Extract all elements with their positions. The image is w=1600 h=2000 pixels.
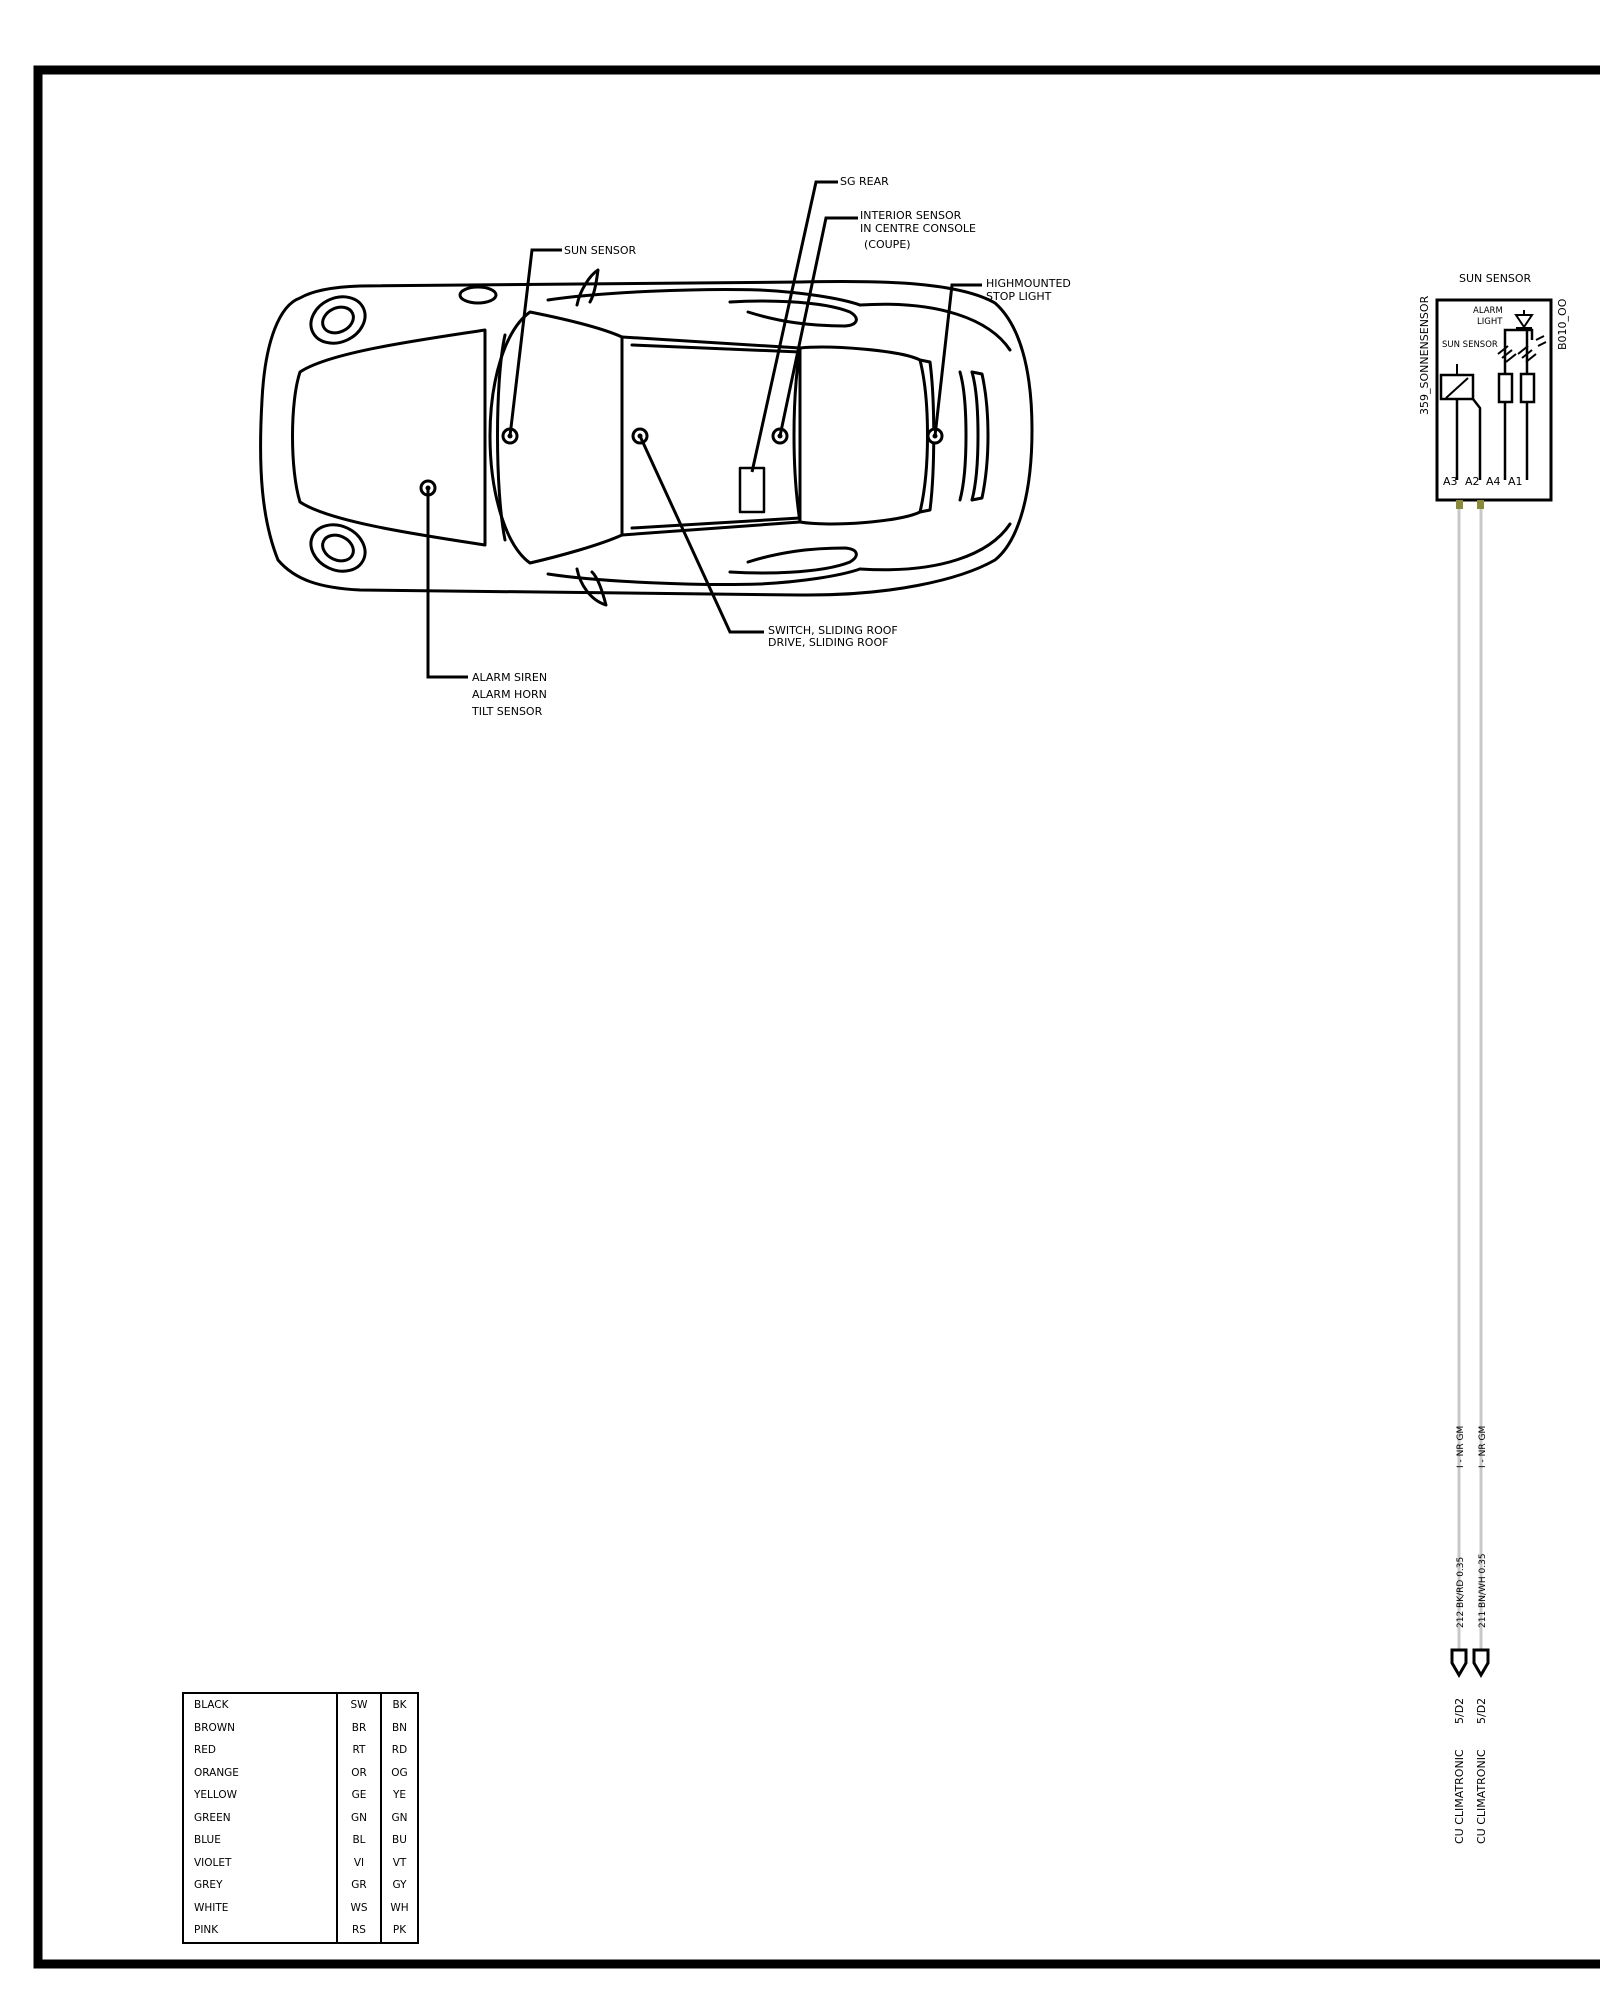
sliding-roof-label-1: SWITCH, SLIDING ROOF bbox=[768, 624, 898, 637]
legend-code-de: BR bbox=[336, 1717, 380, 1740]
legend-code-de: BL bbox=[336, 1829, 380, 1852]
legend-code-de: GN bbox=[336, 1807, 380, 1830]
alarm-label-1: ALARM SIREN bbox=[472, 671, 548, 684]
legend-code-de: WS bbox=[336, 1897, 380, 1920]
alarm-label-3: TILT SENSOR bbox=[472, 705, 543, 718]
inner-sun-sensor-label: SUN SENSOR bbox=[1442, 340, 1498, 350]
color-legend-table bbox=[182, 1692, 419, 1944]
legend-color-name: VIOLET bbox=[194, 1856, 232, 1869]
sg-rear-label: SG REAR bbox=[840, 175, 889, 188]
legend-color-name: ORANGE bbox=[194, 1766, 239, 1779]
sheet-border bbox=[38, 70, 1600, 1964]
wire-212-pin: 5/D2 bbox=[1453, 1697, 1466, 1724]
legend-row bbox=[184, 1807, 417, 1830]
legend-color-name: WHITE bbox=[194, 1901, 229, 1914]
pin-a2: A2 bbox=[1465, 475, 1480, 488]
legend-code-de: VI bbox=[336, 1852, 380, 1875]
legend-color-name: PINK bbox=[194, 1924, 219, 1937]
terminal-a3 bbox=[1456, 500, 1463, 509]
stop-light-label-1: HIGHMOUNTED bbox=[986, 277, 1071, 290]
alarm-light-label-2: LIGHT bbox=[1477, 317, 1503, 327]
legend-code-en: WH bbox=[380, 1897, 417, 1920]
stop-light-label-2: STOP LIGHT bbox=[986, 290, 1052, 303]
legend-row bbox=[184, 1829, 417, 1852]
legend-code-de: GR bbox=[336, 1874, 380, 1897]
legend-code-de: OR bbox=[336, 1762, 380, 1785]
pin-a1: A1 bbox=[1508, 475, 1523, 488]
legend-color-name: RED bbox=[194, 1744, 217, 1757]
wire-212-label: 212 BK/RD 0.35 bbox=[1456, 1556, 1466, 1628]
legend-row bbox=[184, 1694, 417, 1717]
legend-row bbox=[184, 1852, 417, 1875]
connector-arrow-212 bbox=[1452, 1650, 1466, 1675]
legend-color-name: GREY bbox=[194, 1879, 223, 1892]
legend-code-en: GN bbox=[380, 1807, 417, 1830]
wire-211-destination: CU CLIMATRONIC bbox=[1475, 1749, 1488, 1844]
legend-color-name: BROWN bbox=[194, 1721, 236, 1734]
legend-code-en: BU bbox=[380, 1829, 417, 1852]
legend-row bbox=[184, 1784, 417, 1807]
sun-sensor-car-label: SUN SENSOR bbox=[564, 244, 637, 257]
pin-a4: A4 bbox=[1486, 475, 1501, 488]
legend-code-en: RD bbox=[380, 1739, 417, 1762]
alarm-light-label-1: ALARM bbox=[1473, 306, 1503, 316]
legend-row bbox=[184, 1919, 417, 1942]
wire-211-pin: 5/D2 bbox=[1475, 1697, 1488, 1724]
legend-code-en: YE bbox=[380, 1784, 417, 1807]
wire-211-label: 211 BN/WH 0.35 bbox=[1478, 1553, 1488, 1628]
legend-row bbox=[184, 1874, 417, 1897]
wire-211-marker: I - NR GM bbox=[1478, 1425, 1488, 1468]
legend-color-name: BLACK bbox=[194, 1699, 229, 1712]
legend-code-en: GY bbox=[380, 1874, 417, 1897]
legend-code-en: OG bbox=[380, 1762, 417, 1785]
connector-arrow-211 bbox=[1474, 1650, 1488, 1675]
legend-code-de: RS bbox=[336, 1919, 380, 1942]
legend-code-de: RT bbox=[336, 1739, 380, 1762]
legend-code-en: BK bbox=[380, 1694, 417, 1717]
component-code: B010_OO bbox=[1556, 298, 1569, 350]
legend-code-en: PK bbox=[380, 1919, 417, 1942]
legend-row bbox=[184, 1762, 417, 1785]
legend-code-en: BN bbox=[380, 1717, 417, 1740]
legend-row bbox=[184, 1739, 417, 1762]
sun-sensor-component bbox=[1437, 300, 1551, 500]
interior-sensor-label-2: IN CENTRE CONSOLE bbox=[860, 222, 976, 235]
legend-row bbox=[184, 1897, 417, 1920]
legend-row bbox=[184, 1717, 417, 1740]
wire-212-marker: I - NR GM bbox=[1456, 1425, 1466, 1468]
legend-color-name: GREEN bbox=[194, 1811, 231, 1824]
interior-sensor-label-3: (COUPE) bbox=[864, 238, 911, 251]
legend-color-name: YELLOW bbox=[194, 1789, 238, 1802]
legend-code-de: SW bbox=[336, 1694, 380, 1717]
wire-212-destination: CU CLIMATRONIC bbox=[1453, 1749, 1466, 1844]
legend-color-name: BLUE bbox=[194, 1834, 221, 1847]
component-id: 359_SONNENSENSOR bbox=[1418, 295, 1431, 415]
callout-dots-center bbox=[426, 434, 938, 491]
interior-sensor-label-1: INTERIOR SENSOR bbox=[860, 209, 962, 222]
component-title: SUN SENSOR bbox=[1459, 272, 1532, 285]
legend-code-en: VT bbox=[380, 1852, 417, 1875]
sliding-roof-label-2: DRIVE, SLIDING ROOF bbox=[768, 636, 889, 649]
legend-code-de: GE bbox=[336, 1784, 380, 1807]
terminal-a2 bbox=[1477, 500, 1484, 509]
leader-lines bbox=[428, 182, 982, 677]
alarm-label-2: ALARM HORN bbox=[472, 688, 547, 701]
pin-a3: A3 bbox=[1443, 475, 1458, 488]
